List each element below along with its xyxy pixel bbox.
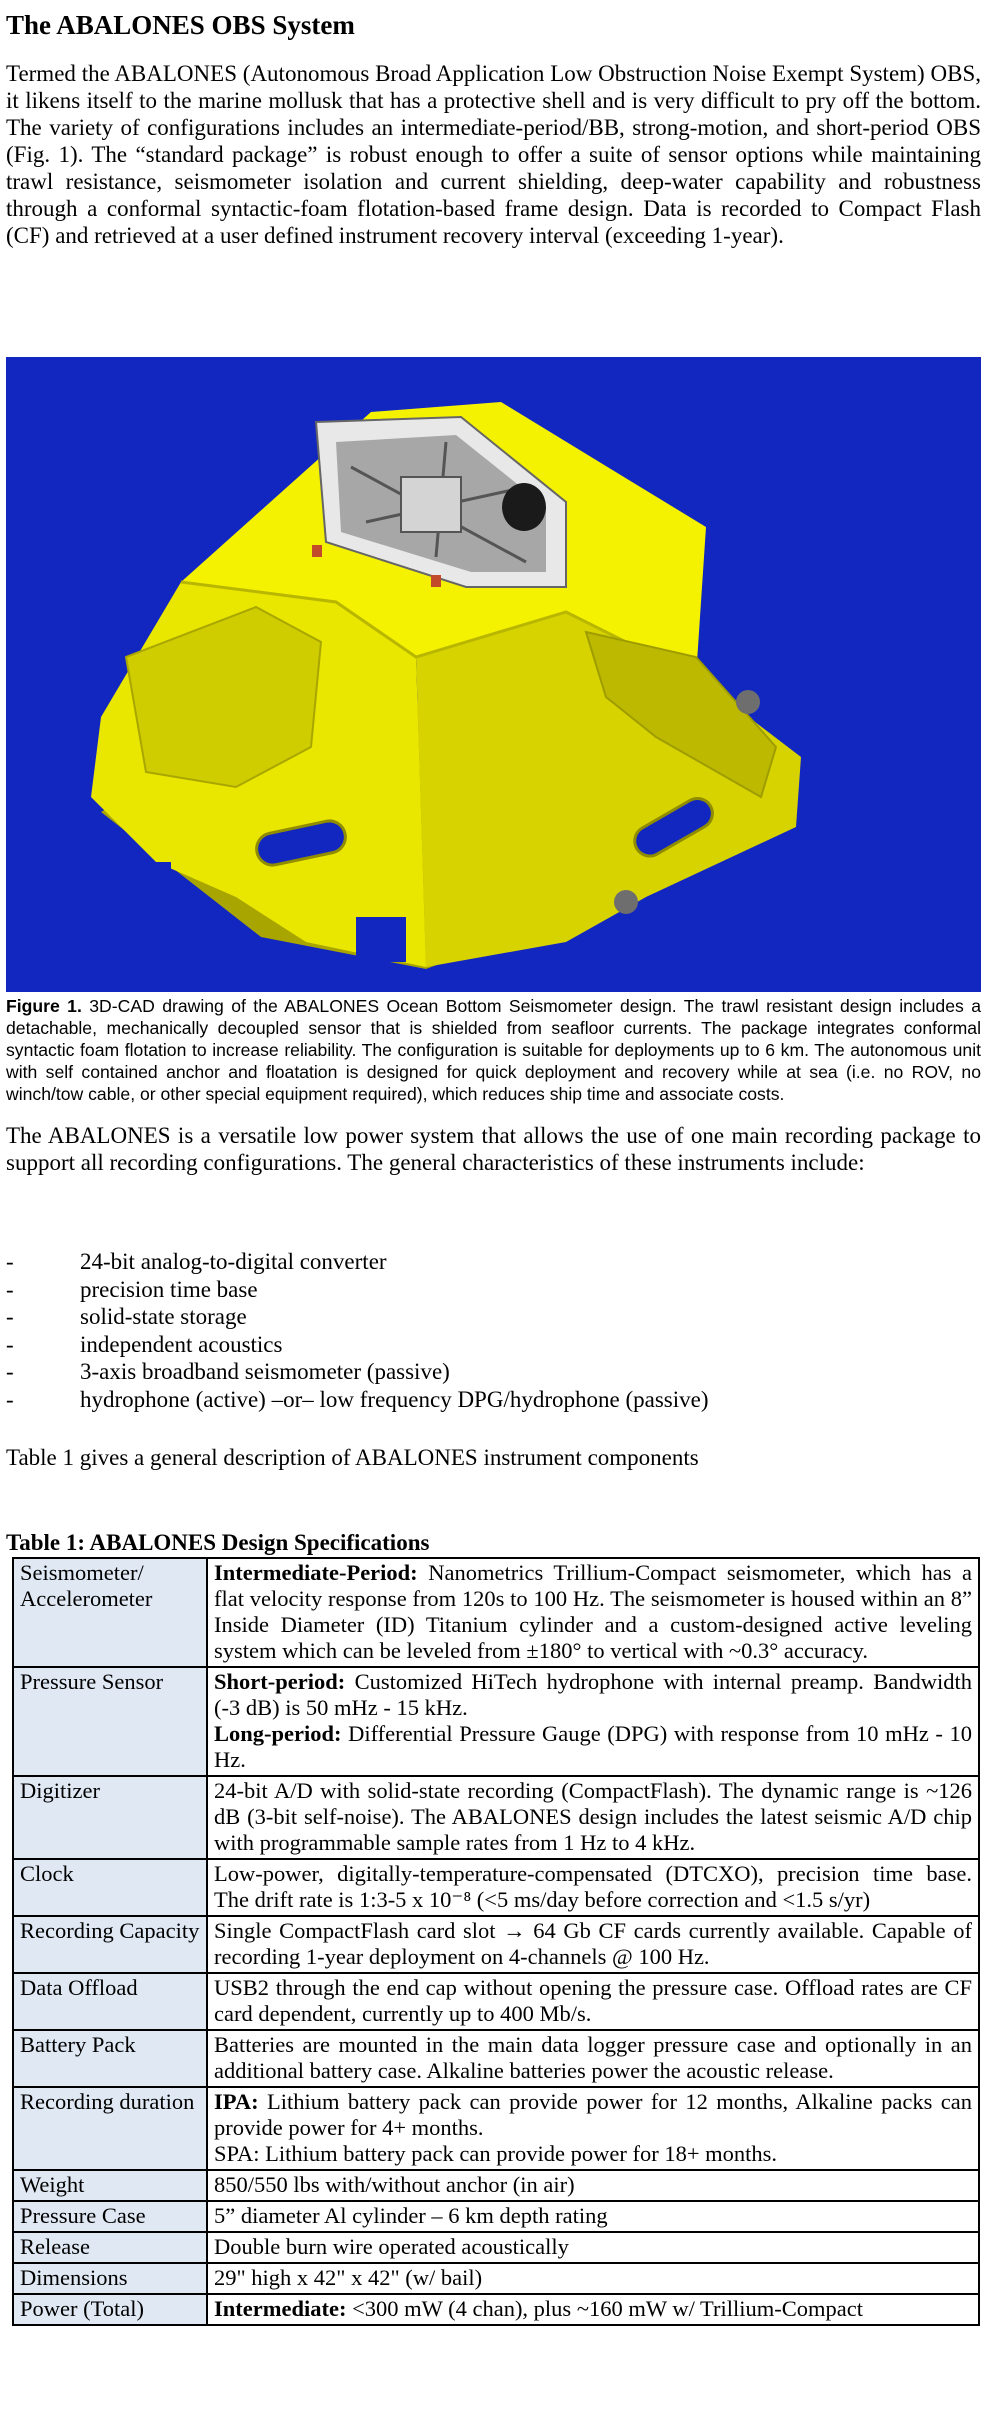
caption-label: Figure 1. <box>6 996 82 1016</box>
figure-caption <box>6 995 981 1105</box>
table-intro: Table 1 gives a general description of ABALONES instrument components <box>6 1445 699 1470</box>
table-row <box>13 2030 979 2087</box>
spec-key: Pressure Sensor <box>13 1667 207 1776</box>
characteristics-list <box>6 1248 981 1414</box>
spec-value: Intermediate-Period: Nanometrics Trillium-Compact seismometer, which has a flat velocity response from 120s to 100 Hz. The seismometer is housed within an 8” Inside Diameter (ID) Titanium cylinder and a custom-designed active leveling system which can be leveled from ±180° to vertical with ~0.3° accuracy. <box>207 1558 979 1667</box>
list-item: - solid-state storage <box>6 1304 247 1330</box>
spec-value: Intermediate: <300 mW (4 chan), plus ~160 mW w/ Trillium-Compact <box>207 2294 979 2325</box>
spec-key: Recording Capacity <box>13 1916 207 1973</box>
section-title: The ABALONES OBS System <box>6 10 355 40</box>
spec-key: Clock <box>13 1859 207 1916</box>
spec-value: 850/550 lbs with/without anchor (in air) <box>207 2170 979 2201</box>
table-row <box>13 1859 979 1916</box>
spec-value: 29" high x 42" x 42" (w/ bail) <box>207 2263 979 2294</box>
list-item: - precision time base <box>6 1276 258 1302</box>
spec-key: Release <box>13 2232 207 2263</box>
table-row <box>13 2087 979 2170</box>
table-row <box>13 2201 979 2232</box>
list-item: - 3-axis broadband seismometer (passive) <box>6 1359 450 1385</box>
spec-table <box>12 1557 980 2326</box>
table-row <box>13 1973 979 2030</box>
list-item: - 24-bit analog-to-digital converter <box>6 1249 387 1274</box>
table-row <box>13 1558 979 1667</box>
indicator-left <box>312 545 322 557</box>
table-title: Table 1: ABALONES Design Specifications <box>6 1530 430 1555</box>
spec-key: Weight <box>13 2170 207 2201</box>
spec-key: Digitizer <box>13 1776 207 1859</box>
spec-value: IPA: Lithium battery pack can provide power for 12 months, Alkaline packs can provide power for 4+ months. SPA: Lithium battery pack can provide power for 18+ months. <box>207 2087 979 2170</box>
intro-paragraph: Termed the ABALONES (Autonomous Broad Application Low Obstruction Noise Exempt System) OBS, it likens itself to the marine mollusk that has a protective shell and is very difficult to pry off the bottom. The variety of configurations includes an intermediate-period/BB, strong-motion, and short-period OBS (Fig. 1). The “standard package” is robust enough to offer a suite of sensor options while maintaining trawl resistance, seismometer isolation and current shielding, deep-water capability and robustness through a conformal syntactic-foam flotation-based frame design. Data is recorded to Compact Flash (CF) and retrieved at a user defined instrument recovery interval (exceeding 1-year). <box>6 61 981 248</box>
caption-text: 3D-CAD drawing of the ABALONES Ocean Bottom Seismometer design. The trawl resistant design includes a detachable, mechanically decoupled sensor that is shielded from seafloor currents. The package integrates conformal syntactic foam flotation to increase reliability. The configuration is suitable for deployments up to 6 km. The autonomous unit with self contained anchor and floatation is designed for quick deployment and recovery while at sea (i.e. no ROV, no winch/tow cable, or other special equipment required), which reduces ship time and associate costs. <box>6 996 981 1104</box>
spec-value: Short-period: Customized HiTech hydrophone with internal preamp. Bandwidth (-3 dB) is 50 mHz - 15 kHz. Long-period: Differential Pressure Gauge (DPG) with response from 10 mHz - 10 Hz. <box>207 1667 979 1776</box>
table-row <box>13 1916 979 1973</box>
table-row <box>13 2294 979 2325</box>
spec-value: 24-bit A/D with solid-state recording (CompactFlash). The dynamic range is ~126 dB (3-bit self-noise). The ABALONES design includes the latest seismic A/D chip with programmable sample rates from 1 Hz to 4 kHz. <box>207 1776 979 1859</box>
indicator-right <box>431 575 441 587</box>
table-row <box>13 1776 979 1859</box>
spec-value: USB2 through the end cap without opening the pressure case. Offload rates are CF card dependent, currently up to 400 Mb/s. <box>207 1973 979 2030</box>
list-item: - independent acoustics <box>6 1331 283 1357</box>
spec-key: Seismometer/ Accelerometer <box>13 1558 207 1667</box>
characteristics-paragraph: The ABALONES is a versatile low power system that allows the use of one main recording package to support all recording configurations. The general characteristics of these instruments include: <box>6 1123 981 1175</box>
spec-value: 5” diameter Al cylinder – 6 km depth rating <box>207 2201 979 2232</box>
list-item: - hydrophone (active) –or– low frequency DPG/hydrophone (passive) <box>6 1386 709 1412</box>
spec-value: Single CompactFlash card slot → 64 Gb CF cards currently available. Capable of recording 1-year deployment on 4-channels @ 100 Hz. <box>207 1916 979 1973</box>
spec-key: Battery Pack <box>13 2030 207 2087</box>
table-row <box>13 2232 979 2263</box>
spec-key: Dimensions <box>13 2263 207 2294</box>
spec-value: Low-power, digitally-temperature-compensated (DTCXO), precision time base. The drift rate is 1:3-5 x 10⁻⁸ (<5 ms/day before correction and <1.5 s/yr) <box>207 1859 979 1916</box>
spec-value: Batteries are mounted in the main data logger pressure case and optionally in an additional battery case. Alkaline batteries power the acoustic release. <box>207 2030 979 2087</box>
spec-key: Data Offload <box>13 1973 207 2030</box>
document-page <box>6 0 981 2321</box>
spec-key: Recording duration <box>13 2087 207 2170</box>
obs-cad-illustration <box>6 357 981 992</box>
table-row <box>13 2263 979 2294</box>
table-row <box>13 2170 979 2201</box>
figure-1-cad-drawing <box>6 357 981 992</box>
spec-key: Pressure Case <box>13 2201 207 2232</box>
table-row <box>13 1667 979 1776</box>
spec-key: Power (Total) <box>13 2294 207 2325</box>
seismometer-cylinder <box>502 483 546 531</box>
spec-value: Double burn wire operated acoustically <box>207 2232 979 2263</box>
